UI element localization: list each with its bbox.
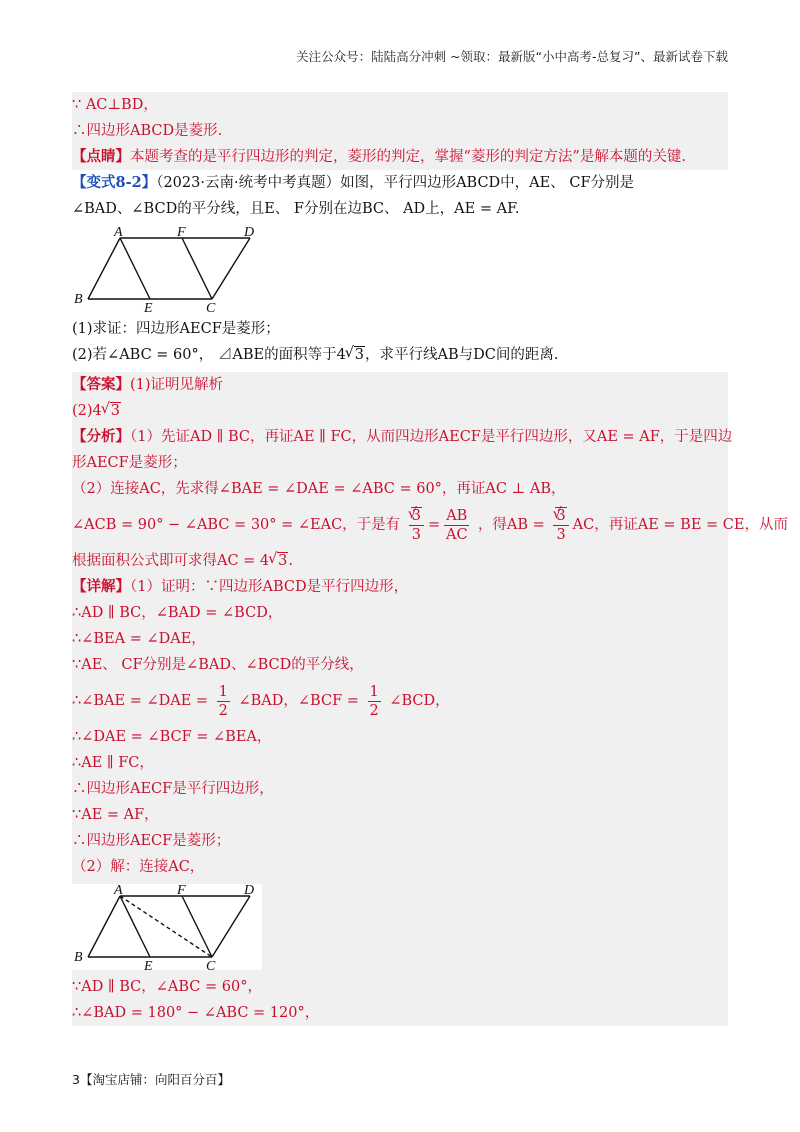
detail-line-7: ∴AE ∥ FC， [72,755,154,771]
problem-text-1: （2023·云南·统考中考真题）如图，平行四边形ABCD中，AE、 CF分别是 [156,175,635,191]
label2-F: F [177,884,186,898]
detail-line-5 [72,678,728,724]
answer-2-radicand: 3 [110,403,120,419]
fraction-ab-over-ac [444,507,469,544]
detail-line-1 [72,574,728,600]
analysis-4a: ∠ACB = 90° − ∠ABC = 30° = ∠EAC，于是有 [72,517,401,533]
label2-C: C [206,959,216,970]
figure-1-svg [72,226,272,312]
label-A: A [114,226,123,240]
comment-text: 本题考查的是平行四边形的判定，菱形的判定，掌握“菱形的判定方法”是解本题的关键. [130,149,686,165]
label-E: E [144,301,153,312]
answer-2-pre: (2)4 [72,403,102,419]
analysis-line-5 [72,548,728,574]
analysis-5-sqrt [269,548,288,574]
detail-line-4: ∵AE、 CF分别是∠BAD、∠BCD的平分线， [72,657,364,673]
prev-line-1: ∵ AC⊥BD， [72,97,158,113]
fraction-sqrt3-over-3 [409,507,424,544]
comment-tag: 【点睛】 [72,148,130,165]
label-C: C [206,301,216,312]
analysis-text-1: （1）先证AD ∥ BC，再证AE ∥ FC，从而四边形AECF是平行四边形，又AE = AF，于是四边 [130,429,733,445]
problem-block [72,170,728,368]
detail-line-2: ∴AD ∥ BC，∠BAD = ∠BCD， [72,605,283,621]
frac3-den: 3 [556,526,566,543]
label2-E: E [144,959,153,970]
detail-line-12: ∵AD ∥ BC，∠ABC = 60°， [72,979,262,995]
analysis-tag: 【分析】 [72,428,130,445]
answer-tag: 【答案】 [72,376,130,393]
label-F: F [177,226,186,240]
q2-radicand: 3 [354,347,365,363]
q2-sqrt [346,342,365,368]
detail-5c: ∠BCD， [389,693,450,709]
analysis-5-post: . [288,553,294,569]
figure-2-svg [72,884,262,970]
problem-tag: 【变式8-2】 [72,174,157,191]
label-D: D [244,226,255,240]
analysis-4b: ，得AB = [477,517,545,533]
half1-num: 1 [218,683,228,700]
detail-line-13: ∴∠BAD = 180° − ∠ABC = 120°， [72,1005,320,1021]
detail-line-6: ∴∠DAE = ∠BCF = ∠BEA， [72,729,272,745]
analysis-line-2: 形AECF是菱形； [72,455,187,471]
answer-line-1 [72,372,728,398]
label2-B: B [74,950,83,965]
q2-pre: (2)若∠ABC = 60°， ⊿ABE的面积等于4 [72,347,346,363]
label-B: B [74,292,83,307]
detail-5a: ∴∠BAE = ∠DAE = [72,693,209,709]
frac2-num: AB [446,507,468,524]
frac2-den: AC [445,526,468,543]
label2-A: A [114,884,123,898]
detail-tag: 【详解】 [72,578,130,595]
half2-num: 1 [369,683,379,700]
frac1-num: 3 [411,507,422,524]
detail-line-3: ∴∠BEA = ∠DAE， [72,631,206,647]
detail-line-11: （2）解：连接AC， [72,859,205,875]
detail-line-8: ∴四边形AECF是平行四边形， [72,781,274,797]
page-content [72,92,788,1026]
page-header: 关注公众号：陆陆高分冲刺 ~领取：最新版“小中高考-总复习”、最新试卷下载 [296,49,728,64]
analysis-line-3: （2）连接AC，先求得∠BAE = ∠DAE = ∠ABC = 60°，再证AC ⊥ AB， [72,481,566,497]
analysis-4c: AC，再证AE = BE = CE，从而 [572,517,788,533]
fraction-sqrt3-over-3-b [553,507,568,544]
comment-line [72,144,728,170]
prev-line-2: ∴四边形ABCD是菱形. [72,123,223,139]
detail-line-10: ∴四边形AECF是菱形； [72,833,231,849]
answer-2-sqrt [102,398,121,424]
question-2 [72,342,728,368]
label2-D: D [244,884,255,898]
half1-den: 2 [218,702,228,719]
parallelogram-figure-1 [72,226,272,312]
detail-text-1: （1）证明：∵四边形ABCD是平行四边形， [130,579,409,595]
q2-post: ，求平行线AB与DC间的距离. [365,347,559,363]
answer-1: (1)证明见解析 [130,377,224,393]
analysis-4-eq: = [428,517,441,533]
problem-line-2: ∠BAD、∠BCD的平分线，且E、 F分别在边BC、 AD上，AE = AF. [72,201,520,217]
question-1: (1)求证：四边形AECF是菱形； [72,321,280,337]
frac1-den: 3 [411,526,422,543]
detail-5b: ∠BAD，∠BCF = [238,693,359,709]
analysis-5-pre: 根据面积公式即可求得AC = 4 [72,553,270,569]
analysis-line-1 [72,424,733,450]
analysis-5-radicand: 3 [278,553,288,569]
solution-block [72,372,788,1026]
analysis-line-4 [72,502,788,548]
half2-den: 2 [369,702,379,719]
page-footer: 3【淘宝店铺：向阳百分百】 [72,1072,230,1087]
fraction-half-2 [368,683,381,720]
previous-solution-block [72,92,728,170]
frac3-num: 3 [556,507,566,524]
fraction-half-1 [217,683,230,720]
parallelogram-figure-2 [72,884,262,970]
answer-line-2 [72,398,728,424]
detail-line-9: ∵AE = AF， [72,807,159,823]
problem-line-1 [72,170,728,196]
